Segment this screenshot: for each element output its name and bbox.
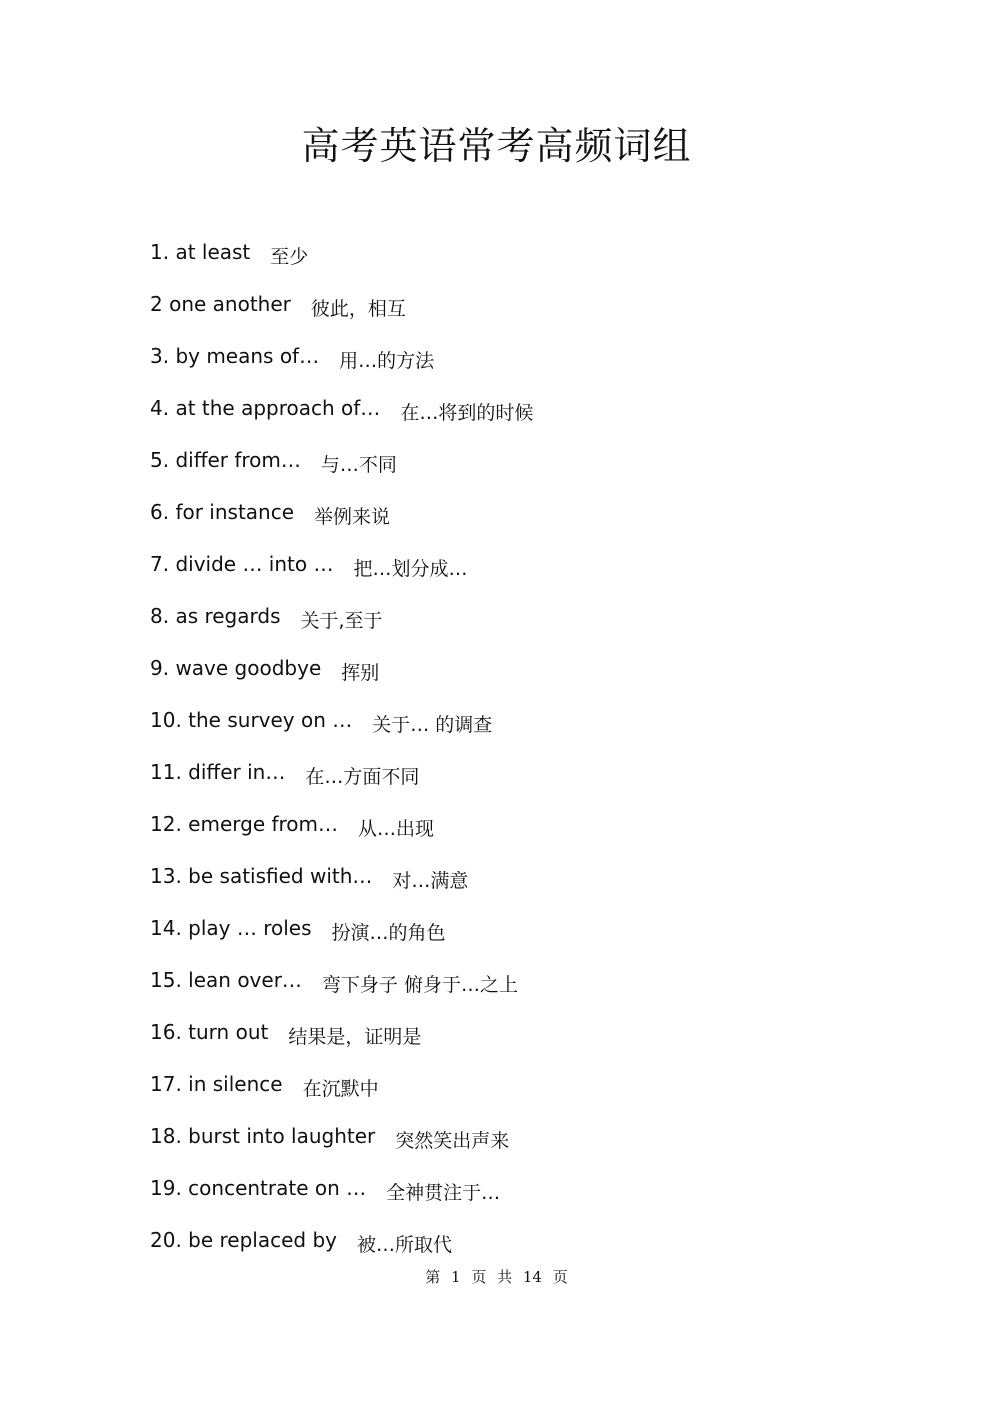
meaning-text: 在…方面不同 [305,765,420,788]
list-item [150,590,910,642]
phrase-text: 2 one another [150,292,291,316]
meaning-text: 在沉默中 [302,1077,379,1100]
phrase-text: 18. burst into laughter [150,1124,376,1148]
meaning-text: 挥别 [341,661,380,684]
phrase-text: 13. be satisfied with… [150,864,373,888]
phrase-text: 17. in silence [150,1072,283,1096]
list-item [150,902,910,954]
phrase-text: 11. differ in… [150,760,286,784]
list-item [150,226,910,278]
phrase-text: 10. the survey on … [150,708,353,732]
meaning-text: 弯下身子 俯身于…之上 [321,973,518,996]
phrase-list [150,226,910,1266]
list-item [150,434,910,486]
meaning-text: 彼此，相互 [310,297,406,320]
meaning-text: 突然笑出声来 [395,1129,510,1152]
phrase-text: 3. by means of… [150,344,320,368]
list-item [150,1214,910,1266]
page-number-footer: 第 1 页 共 14 页 [425,1268,568,1286]
meaning-text: 从…出现 [358,817,435,840]
meaning-text: 关于… 的调查 [372,713,493,736]
meaning-text: 对…满意 [392,869,469,892]
phrase-text: 16. turn out [150,1020,269,1044]
list-item [150,694,910,746]
phrase-text: 14. play … roles [150,916,312,940]
meaning-text: 被…所取代 [357,1233,453,1256]
list-item [150,330,910,382]
meaning-text: 举例来说 [314,505,391,528]
list-item [150,1162,910,1214]
meaning-text: 在…将到的时候 [400,401,534,424]
phrase-text: 9. wave goodbye [150,656,322,680]
list-item [150,850,910,902]
meaning-text: 结果是，证明是 [288,1025,422,1048]
meaning-text: 用…的方法 [339,349,435,372]
list-item [150,1110,910,1162]
phrase-text: 1. at least [150,240,251,264]
phrase-text: 20. be replaced by [150,1228,338,1252]
list-item [150,486,910,538]
list-item [150,642,910,694]
phrase-text: 7. divide … into … [150,552,334,576]
phrase-text: 19. concentrate on … [150,1176,367,1200]
list-item [150,382,910,434]
list-item [150,1058,910,1110]
meaning-text: 全神贯注于… [386,1181,501,1204]
page-title: 高考英语常考高频词组 [301,124,692,168]
meaning-text: 关于,至于 [300,609,383,632]
meaning-text: 把…划分成… [353,557,468,580]
list-item [150,278,910,330]
list-item [150,538,910,590]
phrase-text: 15. lean over… [150,968,302,992]
phrase-text: 8. as regards [150,604,281,628]
list-item [150,798,910,850]
list-item [150,1006,910,1058]
phrase-text: 4. at the approach of… [150,396,381,420]
phrase-text: 6. for instance [150,500,295,524]
phrase-text: 5. differ from… [150,448,301,472]
meaning-text: 扮演…的角色 [331,921,446,944]
list-item [150,746,910,798]
list-item [150,954,910,1006]
meaning-text: 至少 [270,245,309,268]
meaning-text: 与…不同 [320,453,397,476]
phrase-text: 12. emerge from… [150,812,339,836]
